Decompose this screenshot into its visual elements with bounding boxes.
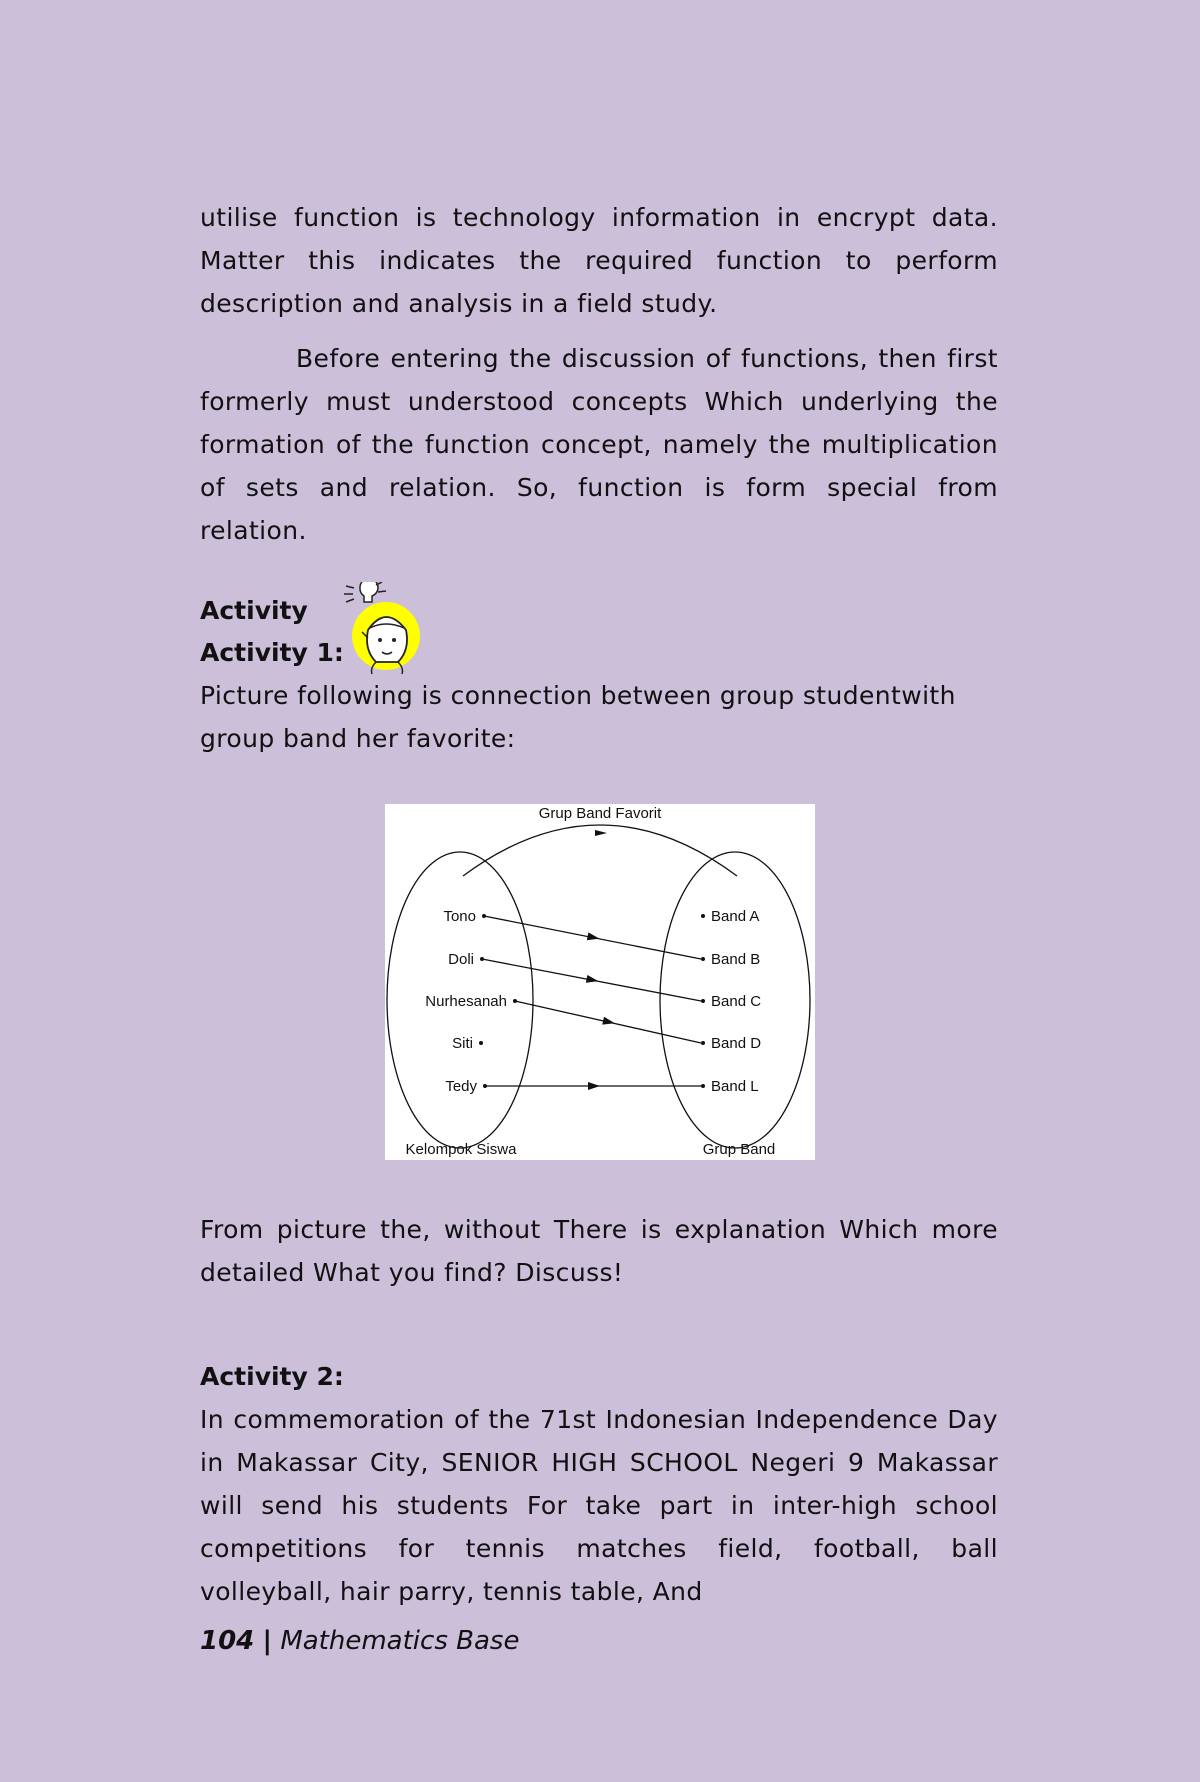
second-paragraph: Before entering the discussion of functions, then first formerly must understood concepts Which underlying the formation of the function concept, namely the multiplication of sets and relation. So, function is form special from relation. xyxy=(200,344,998,545)
lightbulb-thinking-girl-icon xyxy=(340,582,426,678)
left-item-dot xyxy=(482,914,486,918)
activity-1-text: Picture following is connection between group studentwith group band her favorite: xyxy=(200,681,956,753)
activity-header-block xyxy=(200,590,998,760)
relation-arrow-head xyxy=(588,1082,600,1090)
right-item-dot xyxy=(701,1084,705,1088)
relation-diagram-svg xyxy=(385,804,815,1160)
left-item-dot xyxy=(513,999,517,1003)
right-item-dot xyxy=(701,957,705,961)
activity-2-heading: Activity 2: xyxy=(200,1362,344,1391)
left-item-dot xyxy=(483,1084,487,1088)
activity-1-question: From picture the, without There is explanation Which more detailed What you find? Discuss! xyxy=(200,1215,998,1287)
left-item-dot xyxy=(480,957,484,961)
page-number: 104 xyxy=(200,1626,255,1656)
right-item-label: Band C xyxy=(711,993,762,1010)
relation-arrow-head xyxy=(587,932,600,942)
footer-separator: | xyxy=(262,1626,273,1656)
relation-diagram xyxy=(385,804,815,1160)
relation-arrow-head xyxy=(602,1017,615,1027)
content-area xyxy=(200,196,998,1613)
right-set-label: Grup Band xyxy=(702,1141,776,1158)
left-item-label: Tono xyxy=(443,908,476,925)
right-item-dot xyxy=(701,914,705,918)
left-item-dot xyxy=(479,1041,483,1045)
diagram-title: Grup Band Favorit xyxy=(538,805,662,822)
left-set-label: Kelompok Siswa xyxy=(405,1141,517,1158)
right-item-label: Band B xyxy=(711,951,761,968)
intro-paragraph: utilise function is technology information in encrypt data. Matter this indicates the required function to perform description and analysis in a field study. xyxy=(200,203,998,318)
left-item-label: Nurhesanah xyxy=(425,993,507,1010)
activity-heading: Activity xyxy=(200,596,308,625)
left-item-label: Tedy xyxy=(445,1078,477,1095)
left-item-label: Siti xyxy=(452,1035,473,1052)
right-item-dot xyxy=(701,1041,705,1045)
diagram-top-arc-arrow xyxy=(595,830,607,836)
right-item-label: Band L xyxy=(711,1078,759,1095)
left-item-label: Doli xyxy=(448,951,474,968)
activity-1-heading: Activity 1: xyxy=(200,638,344,667)
page-footer xyxy=(200,1626,519,1656)
activity-2-block xyxy=(200,1356,998,1613)
book-title: Mathematics Base xyxy=(280,1626,520,1656)
relation-arrow-head xyxy=(586,975,599,985)
right-item-label: Band A xyxy=(711,908,760,925)
activity-2-text: In commemoration of the 71st Indonesian Independence Day in Makassar City, SENIOR HIGH SCHOOL Negeri 9 Makassar will send his students For take part in inter-high school competitions for tennis matches field, football, ball volleyball, hair parry, tennis table, And xyxy=(200,1405,998,1606)
right-item-dot xyxy=(701,999,705,1003)
right-item-label: Band D xyxy=(711,1035,762,1052)
